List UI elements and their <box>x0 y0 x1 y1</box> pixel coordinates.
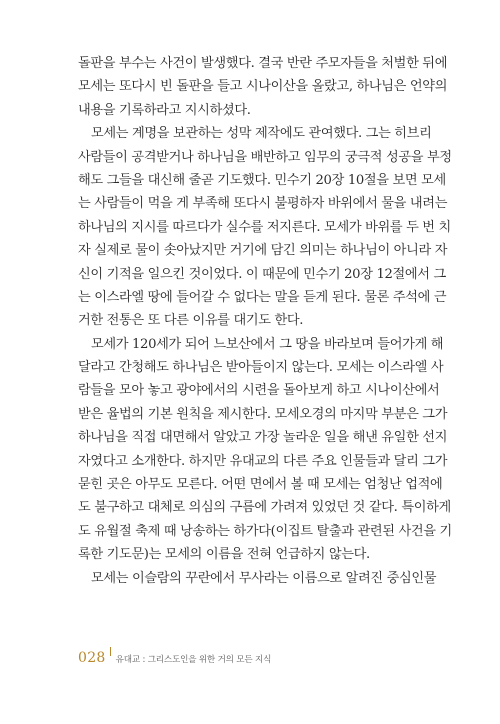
paragraph <box>78 333 452 567</box>
page-footer <box>78 650 271 666</box>
running-title: 유대교 : 그리스도인을 위한 거의 모든 지식 <box>115 655 272 665</box>
text-line: 모세는 계명을 보관하는 성막 제작에도 관여했다. 그는 히브리 <box>91 126 432 142</box>
text-line: 모세가 120세가 되어 느보산에서 그 땅을 바라보며 들어가게 해 <box>91 336 444 352</box>
footer-divider <box>110 647 111 656</box>
text-line: 는 사람들이 먹을 게 부족해 또다시 불평하자 바위에서 물을 내려는 <box>78 196 448 212</box>
text-line: 달라고 간청해도 하나님은 받아들이지 않는다. 모세는 이스라엘 사 <box>78 360 444 376</box>
text-line: 는 이스라엘 땅에 들어갈 수 없다는 말을 듣게 된다. 물론 주석에 근 <box>78 289 447 305</box>
text-line: 도 유월절 축제 때 낭송하는 하가다(이집트 탈출과 관련된 사건을 기 <box>78 523 452 539</box>
text-line: 묻힌 곳은 아무도 모른다. 어떤 면에서 볼 때 모세는 엄청난 업적에 <box>78 477 443 493</box>
text-line: 받은 율법의 기본 원칙을 제시한다. 모세오경의 마지막 부분은 그가 <box>78 406 448 422</box>
text-line: 사람들이 공격받거나 하나님을 배반하고 임무의 궁극적 성공을 부정 <box>78 149 452 165</box>
text-line: 내용을 기록하라고 지시하셨다. <box>78 102 251 118</box>
text-line: 자였다고 소개한다. 하지만 유대교의 다른 주요 인물들과 달리 그가 <box>78 453 448 469</box>
text-line: 도 불구하고 대체로 의심의 구름에 가려져 있었던 것 같다. 특이하게 <box>78 500 451 516</box>
text-line: 람들을 모아 놓고 광야에서의 시련을 돌아보게 하고 시나이산에서 <box>78 383 440 399</box>
paragraph <box>78 52 448 122</box>
paragraph <box>78 122 452 333</box>
text-line: 하나님의 지시를 따르다가 실수를 저지른다. 모세가 바위를 두 번 치 <box>78 219 451 235</box>
paragraph <box>78 567 437 590</box>
text-line: 거한 전통은 또 다른 이유를 대기도 한다. <box>78 313 304 329</box>
text-line: 신이 기적을 일으킨 것이었다. 이 때문에 민수기 20장 12절에서 그 <box>78 266 446 282</box>
text-line: 록한 기도문)는 모세의 이름을 전혀 언급하지 않는다. <box>78 547 370 563</box>
page-number: 028 <box>78 650 106 666</box>
text-line: 자 실제로 물이 솟아났지만 거기에 담긴 의미는 하나님이 아니라 자 <box>78 243 448 259</box>
text-line: 모세는 또다시 빈 돌판을 들고 시나이산을 올랐고, 하나님은 언약의 <box>78 79 448 95</box>
page-body <box>78 52 452 590</box>
text-line: 하나님을 직접 대면해서 알았고 가장 놀라운 일을 해낸 유일한 선지 <box>78 430 448 446</box>
text-line: 모세는 이슬람의 꾸란에서 무사라는 이름으로 알려진 중심인물 <box>91 570 437 586</box>
text-line: 돌판을 부수는 사건이 발생했다. 결국 반란 주모자들을 처벌한 뒤에 <box>78 56 448 71</box>
text-line: 해도 그들을 대신해 줄곧 기도했다. 민수기 20장 10절을 보면 모세 <box>78 172 446 188</box>
